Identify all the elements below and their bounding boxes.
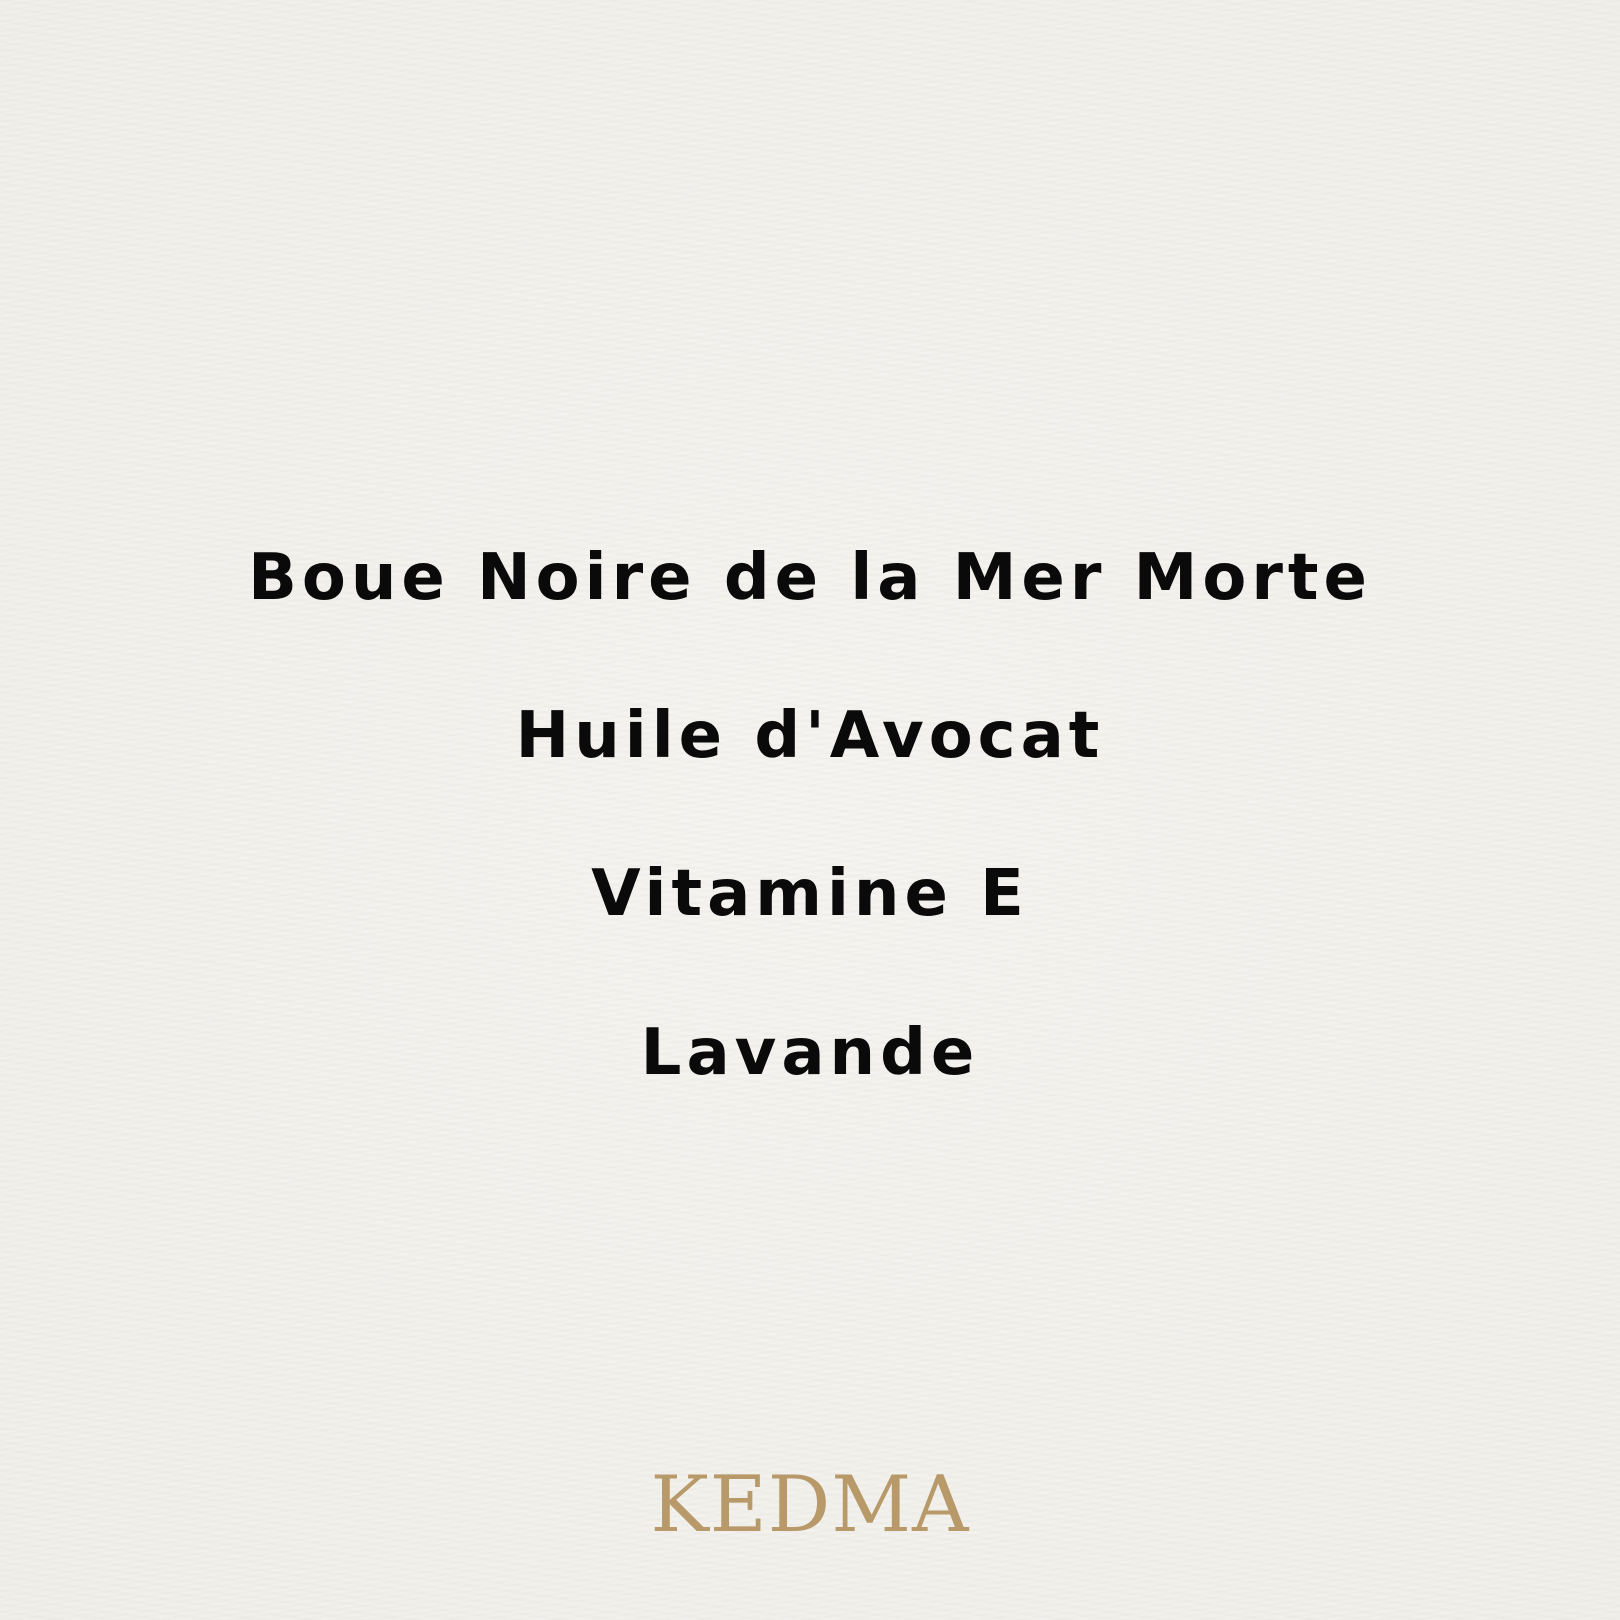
ingredient-avocado-oil: Huile d'Avocat — [515, 699, 1105, 773]
ingredient-vitamin-e: Vitamine E — [591, 857, 1029, 931]
ingredient-lavender: Lavande — [640, 1016, 980, 1090]
ingredient-dead-sea-mud: Boue Noire de la Mer Morte — [248, 541, 1372, 615]
brand-logo: KEDMA — [650, 1460, 970, 1550]
